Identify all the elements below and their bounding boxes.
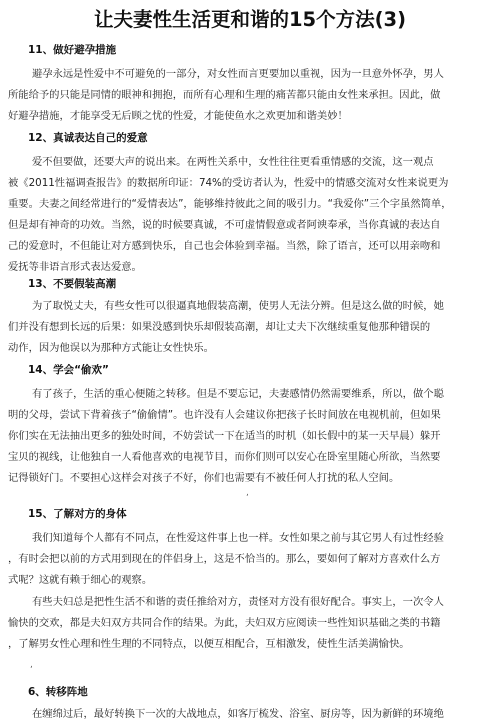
section-paragraph-15-continued [8, 592, 494, 655]
paragraph-line: 愉快的交欢，都是夫妇双方共同合作的结果。为此，夫妇双方应阅读一些性知识基础之类的书籍 [8, 617, 441, 629]
section-heading-12: 12、真诚表达自己的爱意 [28, 132, 148, 144]
paragraph-line: 好避孕措施，才能享受无后顾之忧的性爱，才能使鱼水之欢更加和谐美妙！ [8, 110, 348, 122]
paragraph-line: 你们实在无法抽出更多的独处时间，不妨尝试一下在适当的时机（如长假中的某一天早晨）躲开 [8, 430, 441, 442]
paragraph-line: 明的父母，尝试下背着孩子“偷偷情”。也许没有人会建议你把孩子长时间放在电视机前，但如果 [8, 409, 441, 421]
section-paragraph-14 [8, 384, 494, 489]
paragraph-line: 但是却有神奇的功效。当然，说的时候要真诚，不可虚情假意或者阿谀奉承，当你真诚的表达自 [8, 219, 441, 231]
section-paragraph-13 [8, 296, 494, 359]
paragraph-line: 式呢？这就有赖于细心的观察。 [8, 574, 153, 586]
section-heading-14: 14、学会“偷欢” [28, 364, 109, 376]
paragraph-line: 有些夫妇总是把性生活不和谐的责任推给对方，责怪对方没有很好配合。事实上，一次令人 [32, 596, 444, 608]
paragraph-line: 爱抚等非语言形式表达爱意。 [8, 261, 142, 273]
section-paragraph-12 [8, 152, 494, 278]
paragraph-line: 在缠绵过后，最好转换下一次的大战地点，如客厅梳发、浴室、厨房等，因为新鲜的环境绝 [32, 708, 444, 720]
paragraph-line: 有了孩子，生活的重心便随之转移。但是不要忘记，夫妻感情仍然需要维系，所以，做个聪 [32, 388, 444, 400]
paragraph-line: 记得锁好门。不要担心这样会对孩子不好，你们也需要有不被任何人打扰的私人空间。 [8, 472, 400, 484]
section-paragraph-11 [8, 64, 494, 127]
section-heading-13: 13、不要假装高潮 [28, 278, 117, 290]
paragraph-line: ，有时会把以前的方式用到现在的伴侣身上，这是不恰当的。那么，要如何了解对方喜欢什么方 [8, 553, 441, 565]
section-heading-11: 11、做好避孕措施 [28, 44, 117, 56]
section-heading-15: 15、了解对方的身体 [28, 508, 127, 520]
section-paragraph-6 [8, 704, 494, 725]
paragraph-line: ，了解男女性心理和性生理的不同特点，以便互相配合，互相激发，使性生活美满愉快。 [8, 638, 410, 650]
paragraph-line: 动作，因为他误以为那种方式能让女性快乐。 [8, 342, 214, 354]
paragraph-line: 重要。夫妻之间经常进行的“爱情表达”，能够维持彼此之间的吸引力。“我爱你”三个字虽然简单， [8, 198, 452, 210]
paragraph-line: 宝贝的视线，让他独自一人看他喜欢的电视节目，而你们则可以安心在卧室里随心所欲，当然要 [8, 451, 441, 463]
paragraph-line: 们并没有想到长远的后果：如果没感到快乐却假装高潮，却让丈夫下次继续重复他那种错误的 [8, 321, 431, 333]
paragraph-line: 爱不但要做，还要大声的说出来。在两性关系中，女性往往更看重情感的交流，这一观点 [32, 156, 434, 168]
paragraph-line: 所能给予的只能是同情的眼神和拥抱，而所有心理和生理的痛苦都只能由女性来承担。因此，做 [8, 89, 441, 101]
stray-mark: , [246, 488, 249, 498]
page-title: 让夫妻性生活更和谐的15个方法(3) [93, 8, 407, 31]
paragraph-line: 被《2011性福调查报告》的数据所印证：74%的受访者认为，性爱中的情感交流对女性来说更为 [8, 177, 449, 189]
stray-mark: , [30, 660, 33, 670]
paragraph-line: 避孕永远是性爱中不可避免的一部分，对女性而言更要加以重视，因为一旦意外怀孕，男人 [32, 68, 444, 80]
paragraph-line: 己的爱意时，不但能让对方感到快乐，自己也会体验到幸福。当然，除了语言，还可以用亲吻和 [8, 240, 441, 252]
paragraph-line: 为了取悦丈夫，有些女性可以很逼真地假装高潮，使男人无法分辨。但是这么做的时候，她 [32, 300, 444, 312]
section-heading-6: 6、转移阵地 [28, 686, 88, 698]
paragraph-line: 我们知道每个人都有不同点，在性爱这件事上也一样。女性如果之前与其它男人有过性经验 [32, 532, 444, 544]
section-paragraph-15 [8, 528, 494, 591]
